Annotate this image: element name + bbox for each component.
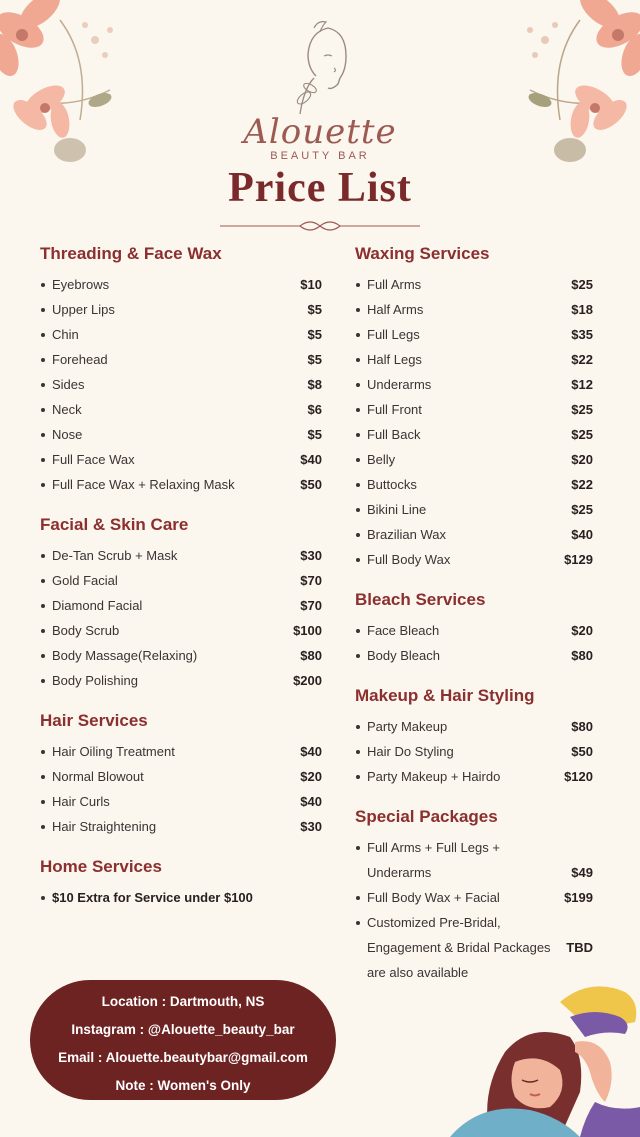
item-name: Hair Straightening bbox=[40, 814, 294, 839]
item-name: Neck bbox=[40, 397, 302, 422]
item-price: $40 bbox=[300, 452, 322, 467]
item-name: De-Tan Scrub + Mask bbox=[40, 543, 294, 568]
woman-face-line-art-icon bbox=[280, 18, 360, 118]
section-title: Hair Services bbox=[40, 711, 148, 730]
item-price: $5 bbox=[307, 427, 322, 442]
item-name: Hair Curls bbox=[40, 789, 294, 814]
section-hair-services bbox=[40, 711, 322, 839]
item-price: $200 bbox=[293, 673, 322, 688]
list-item bbox=[355, 322, 593, 347]
list-item bbox=[40, 472, 322, 497]
instagram-text: Instagram : @Alouette_beauty_bar bbox=[71, 1022, 295, 1037]
item-name: Hair Oiling Treatment bbox=[40, 739, 294, 764]
list-item bbox=[355, 397, 593, 422]
item-price: $30 bbox=[300, 819, 322, 834]
list-item bbox=[355, 422, 593, 447]
item-name: Forehead bbox=[40, 347, 302, 372]
list-item bbox=[40, 885, 322, 910]
item-name: Body Bleach bbox=[355, 643, 565, 668]
list-item bbox=[40, 297, 322, 322]
item-price: $80 bbox=[571, 648, 593, 663]
item-price: $20 bbox=[571, 452, 593, 467]
item-name: Half Arms bbox=[355, 297, 565, 322]
location-text: Location : Dartmouth, NS bbox=[101, 994, 265, 1009]
email-text: Email : Alouette.beautybar@gmail.com bbox=[58, 1050, 308, 1065]
section-waxing-services bbox=[355, 244, 593, 572]
list-item bbox=[40, 789, 322, 814]
list-item bbox=[355, 522, 593, 547]
list-item bbox=[355, 472, 593, 497]
list-item bbox=[355, 347, 593, 372]
right-column bbox=[355, 244, 593, 1003]
item-name: Brazilian Wax bbox=[355, 522, 565, 547]
woman-illustration-icon bbox=[410, 982, 640, 1137]
list-item bbox=[355, 739, 593, 764]
item-name: Full Front bbox=[355, 397, 565, 422]
list-item bbox=[40, 272, 322, 297]
item-name: Belly bbox=[355, 447, 565, 472]
item-name: Underarms bbox=[355, 372, 565, 397]
list-item bbox=[40, 764, 322, 789]
item-price: TBD bbox=[566, 940, 593, 955]
item-price: $100 bbox=[293, 623, 322, 638]
item-price: $80 bbox=[300, 648, 322, 663]
list-item bbox=[40, 372, 322, 397]
left-column bbox=[40, 244, 322, 928]
list-item bbox=[355, 835, 593, 885]
item-name: Party Makeup + Hairdo bbox=[355, 764, 558, 789]
item-price: $40 bbox=[300, 794, 322, 809]
item-name: Full Face Wax bbox=[40, 447, 294, 472]
item-price: $40 bbox=[571, 527, 593, 542]
contact-info-box bbox=[30, 980, 336, 1100]
item-name: Buttocks bbox=[355, 472, 565, 497]
list-item bbox=[40, 397, 322, 422]
list-item bbox=[355, 497, 593, 522]
item-name: Chin bbox=[40, 322, 302, 347]
section-makeup-hair-styling bbox=[355, 686, 593, 789]
list-item bbox=[355, 447, 593, 472]
item-name: Body Polishing bbox=[40, 668, 287, 693]
item-name: Bikini Line bbox=[355, 497, 565, 522]
section-title: Threading & Face Wax bbox=[40, 244, 222, 263]
item-name: Sides bbox=[40, 372, 302, 397]
item-price: $40 bbox=[300, 744, 322, 759]
item-price: $80 bbox=[571, 719, 593, 734]
list-item bbox=[355, 910, 593, 985]
list-item bbox=[40, 543, 322, 568]
item-name: Half Legs bbox=[355, 347, 565, 372]
page-title: Price List bbox=[228, 165, 412, 211]
item-name: Full Face Wax + Relaxing Mask bbox=[40, 472, 294, 497]
item-price: $5 bbox=[307, 327, 322, 342]
list-item bbox=[40, 593, 322, 618]
item-name: Full Arms bbox=[355, 272, 565, 297]
list-item bbox=[355, 297, 593, 322]
item-price: $50 bbox=[300, 477, 322, 492]
item-price: $129 bbox=[564, 552, 593, 567]
item-price: $49 bbox=[571, 865, 593, 880]
list-item bbox=[355, 618, 593, 643]
section-title: Special Packages bbox=[355, 807, 498, 826]
item-price: $10 bbox=[300, 277, 322, 292]
item-price: $20 bbox=[571, 623, 593, 638]
list-item bbox=[355, 714, 593, 739]
item-price: $30 bbox=[300, 548, 322, 563]
item-name: Body Massage(Relaxing) bbox=[40, 643, 294, 668]
list-item bbox=[40, 568, 322, 593]
list-item bbox=[355, 372, 593, 397]
list-item bbox=[40, 643, 322, 668]
item-name: Body Scrub bbox=[40, 618, 287, 643]
item-price: $18 bbox=[571, 302, 593, 317]
list-item bbox=[355, 885, 593, 910]
section-title: Facial & Skin Care bbox=[40, 515, 189, 534]
item-price: $25 bbox=[571, 277, 593, 292]
item-price: $50 bbox=[571, 744, 593, 759]
list-item bbox=[40, 814, 322, 839]
brand-subtitle: BEAUTY BAR bbox=[270, 150, 370, 162]
item-name: Full Legs bbox=[355, 322, 565, 347]
item-price: $25 bbox=[571, 427, 593, 442]
list-item bbox=[40, 447, 322, 472]
section-home-services bbox=[40, 857, 322, 910]
item-price: $20 bbox=[300, 769, 322, 784]
list-item bbox=[355, 643, 593, 668]
ornament-divider-icon bbox=[220, 218, 420, 234]
note-text: Note : Women's Only bbox=[115, 1078, 251, 1093]
list-item bbox=[355, 272, 593, 297]
item-price: $8 bbox=[307, 377, 322, 392]
list-item bbox=[355, 547, 593, 572]
list-item bbox=[40, 347, 322, 372]
item-name: Face Bleach bbox=[355, 618, 565, 643]
item-price: $22 bbox=[571, 352, 593, 367]
section-bleach-services bbox=[355, 590, 593, 668]
item-price: $12 bbox=[571, 377, 593, 392]
item-price: $70 bbox=[300, 598, 322, 613]
item-name: Full Body Wax + Facial bbox=[355, 885, 558, 910]
brand-name: Alouette bbox=[243, 112, 397, 152]
item-price: $22 bbox=[571, 477, 593, 492]
item-name: Hair Do Styling bbox=[355, 739, 565, 764]
item-price: $6 bbox=[307, 402, 322, 417]
section-facial-skin-care bbox=[40, 515, 322, 693]
list-item bbox=[40, 422, 322, 447]
item-price: $35 bbox=[571, 327, 593, 342]
item-name: Full Arms + Full Legs + Underarms bbox=[355, 835, 565, 885]
section-threading-face-wax bbox=[40, 244, 322, 497]
section-title: Makeup & Hair Styling bbox=[355, 686, 535, 705]
item-price: $25 bbox=[571, 502, 593, 517]
item-name: Full Back bbox=[355, 422, 565, 447]
section-title: Home Services bbox=[40, 857, 162, 876]
list-item bbox=[40, 322, 322, 347]
item-price: $70 bbox=[300, 573, 322, 588]
list-item bbox=[40, 668, 322, 693]
item-name: Upper Lips bbox=[40, 297, 302, 322]
list-item bbox=[40, 618, 322, 643]
list-item bbox=[355, 764, 593, 789]
item-price: $5 bbox=[307, 352, 322, 367]
item-name: Customized Pre-Bridal, Engagement & Bridal Packages are also available bbox=[355, 910, 560, 985]
section-title: Bleach Services bbox=[355, 590, 486, 609]
item-price: $5 bbox=[307, 302, 322, 317]
section-special-packages bbox=[355, 807, 593, 985]
item-price: $120 bbox=[564, 769, 593, 784]
list-item bbox=[40, 739, 322, 764]
item-name: $10 Extra for Service under $100 bbox=[40, 885, 322, 910]
item-name: Party Makeup bbox=[355, 714, 565, 739]
item-price: $199 bbox=[564, 890, 593, 905]
item-name: Nose bbox=[40, 422, 302, 447]
section-title: Waxing Services bbox=[355, 244, 490, 263]
item-price: $25 bbox=[571, 402, 593, 417]
logo-header bbox=[0, 18, 640, 234]
item-name: Gold Facial bbox=[40, 568, 294, 593]
item-name: Eyebrows bbox=[40, 272, 294, 297]
item-name: Full Body Wax bbox=[355, 547, 558, 572]
item-name: Normal Blowout bbox=[40, 764, 294, 789]
item-name: Diamond Facial bbox=[40, 593, 294, 618]
